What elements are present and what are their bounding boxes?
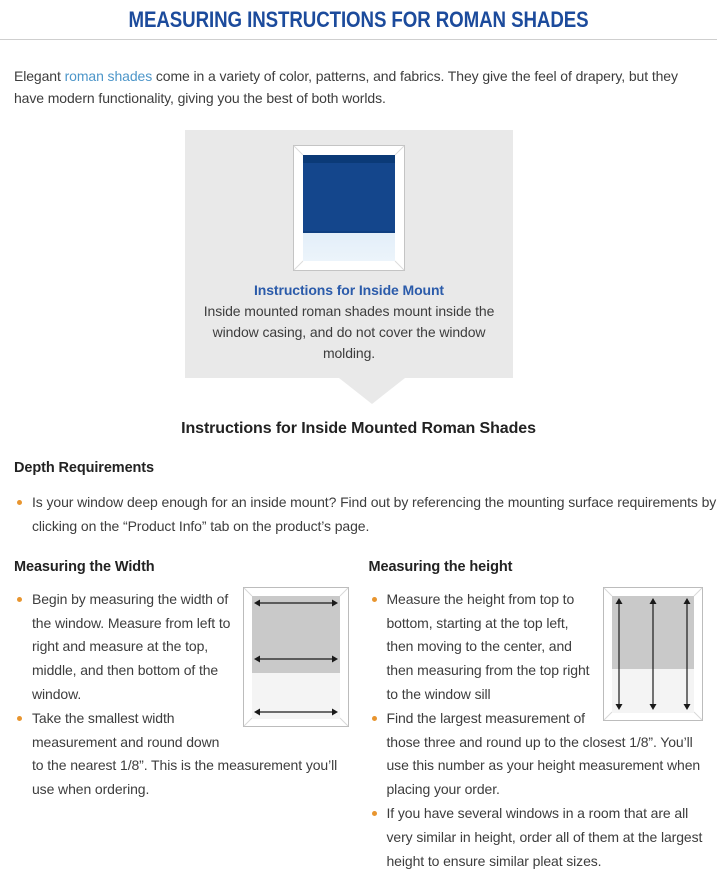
instructions-inside-mount-link[interactable]: Instructions for Inside Mount <box>254 282 444 299</box>
measuring-height-list <box>369 588 704 873</box>
list-item: Measure the height from top to bottom, starting at the top left, then moving to the center, and then measuring from the top right to the window sill <box>369 588 704 707</box>
measuring-height-column <box>369 539 704 873</box>
intro-text-pre: Elegant <box>14 68 65 84</box>
list-item: Find the largest measurement of those three and round up to the closest 1/8”. You’ll use this number as your height measurement when placing your order. <box>369 707 704 802</box>
page-title: MEASURING INSTRUCTIONS FOR ROMAN SHADES <box>128 7 589 32</box>
list-item: Take the smallest width measurement and round down to the nearest 1/8”. This is the measurement you’ll use when ordering. <box>14 707 349 802</box>
measuring-height-heading: Measuring the height <box>368 558 513 575</box>
measuring-columns <box>14 539 703 873</box>
intro-text-post: come in a variety of color, patterns, and fabrics. They give the feel of drapery, but they have modern functionality, giving you the best of both worlds. <box>14 68 678 107</box>
roman-shades-link[interactable]: roman shades <box>64 68 153 84</box>
depth-requirements-heading: Depth Requirements <box>14 460 154 477</box>
intro-paragraph <box>14 65 703 109</box>
measuring-width-list <box>14 588 349 802</box>
inside-mount-roman-shade-image <box>293 145 405 271</box>
callout-description: Inside mounted roman shades mount inside the window casing, and do not cover the window molding. <box>203 303 495 362</box>
section-heading: Instructions for Inside Mounted Roman Shades <box>181 420 536 438</box>
measuring-width-column <box>14 539 349 873</box>
measuring-width-heading: Measuring the Width <box>14 558 155 575</box>
list-item: If you have several windows in a room that are all very similar in height, order all of them at the largest height to ensure similar pleat sizes. <box>369 802 704 873</box>
depth-requirements-list <box>0 491 717 539</box>
title-divider <box>0 39 717 40</box>
inside-mount-callout-box <box>185 130 513 378</box>
list-item: Begin by measuring the width of the window. Measure from left to right and measure at the top, middle, and then bottom of the window. <box>14 588 349 707</box>
list-item: Is your window deep enough for an inside mount? Find out by referencing the mounting surface requirements by clicking on the “Product Info” tab on the product’s page. <box>14 491 717 539</box>
callout-pointer-arrow-down <box>339 378 405 404</box>
